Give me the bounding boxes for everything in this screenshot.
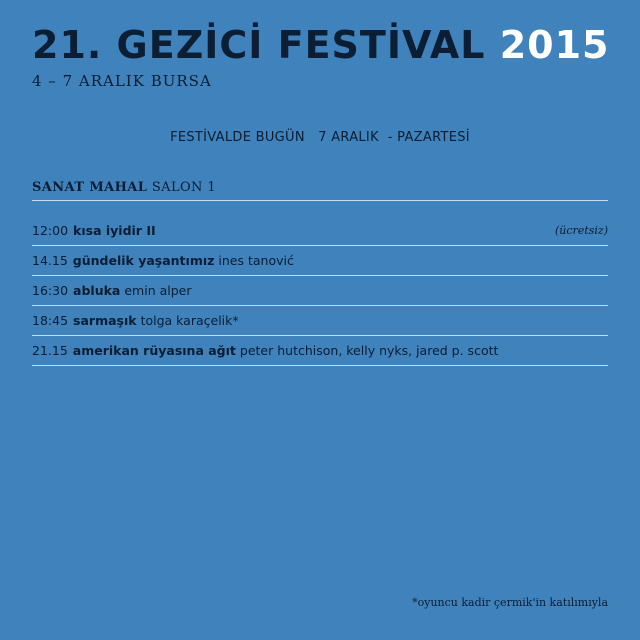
schedule-row	[32, 246, 608, 276]
schedule-row	[32, 276, 608, 306]
film-director: ines tanović	[218, 253, 294, 268]
schedule-row	[32, 336, 608, 366]
screening-time: 21.15	[32, 343, 68, 358]
film-title: sarmaşık	[73, 313, 137, 328]
footnote: *oyuncu kadir çermik'in katılımıyla	[412, 596, 608, 609]
venue-hall: SALON 1	[151, 180, 217, 195]
screening-time: 18:45	[32, 313, 69, 328]
film-director: peter hutchison, kelly nyks, jared p. scott	[239, 343, 499, 358]
venue-name: SANAT MAHAL	[32, 180, 148, 195]
screening-time: 16:30	[32, 283, 69, 298]
festival-title	[32, 20, 612, 70]
festival-dates: 4 – 7 ARALIK BURSA	[32, 72, 212, 90]
film-title: gündelik yaşantımız	[72, 253, 215, 268]
festival-title-text: 21. GEZİCİ FESTİVAL	[32, 23, 486, 67]
film-director: emin alper	[124, 283, 192, 298]
festival-header	[32, 20, 612, 90]
festival-year: 2015	[499, 23, 610, 67]
free-entry-note: (ücretsiz)	[555, 224, 608, 237]
schedule-row	[32, 306, 608, 336]
film-director: tolga karaçelik*	[140, 313, 239, 328]
schedule-list	[32, 216, 608, 366]
venue-heading	[32, 180, 608, 201]
film-title: abluka	[73, 283, 121, 298]
schedule-row	[32, 216, 608, 246]
screening-time: 14.15	[32, 253, 68, 268]
film-title: amerikan rüyasına ağıt	[72, 343, 236, 358]
today-banner: FESTİVALDE BUGÜN 7 ARALIK - PAZARTESİ	[170, 130, 470, 145]
screening-time: 12:00	[32, 223, 69, 238]
film-title: kısa iyidir II	[73, 223, 156, 238]
